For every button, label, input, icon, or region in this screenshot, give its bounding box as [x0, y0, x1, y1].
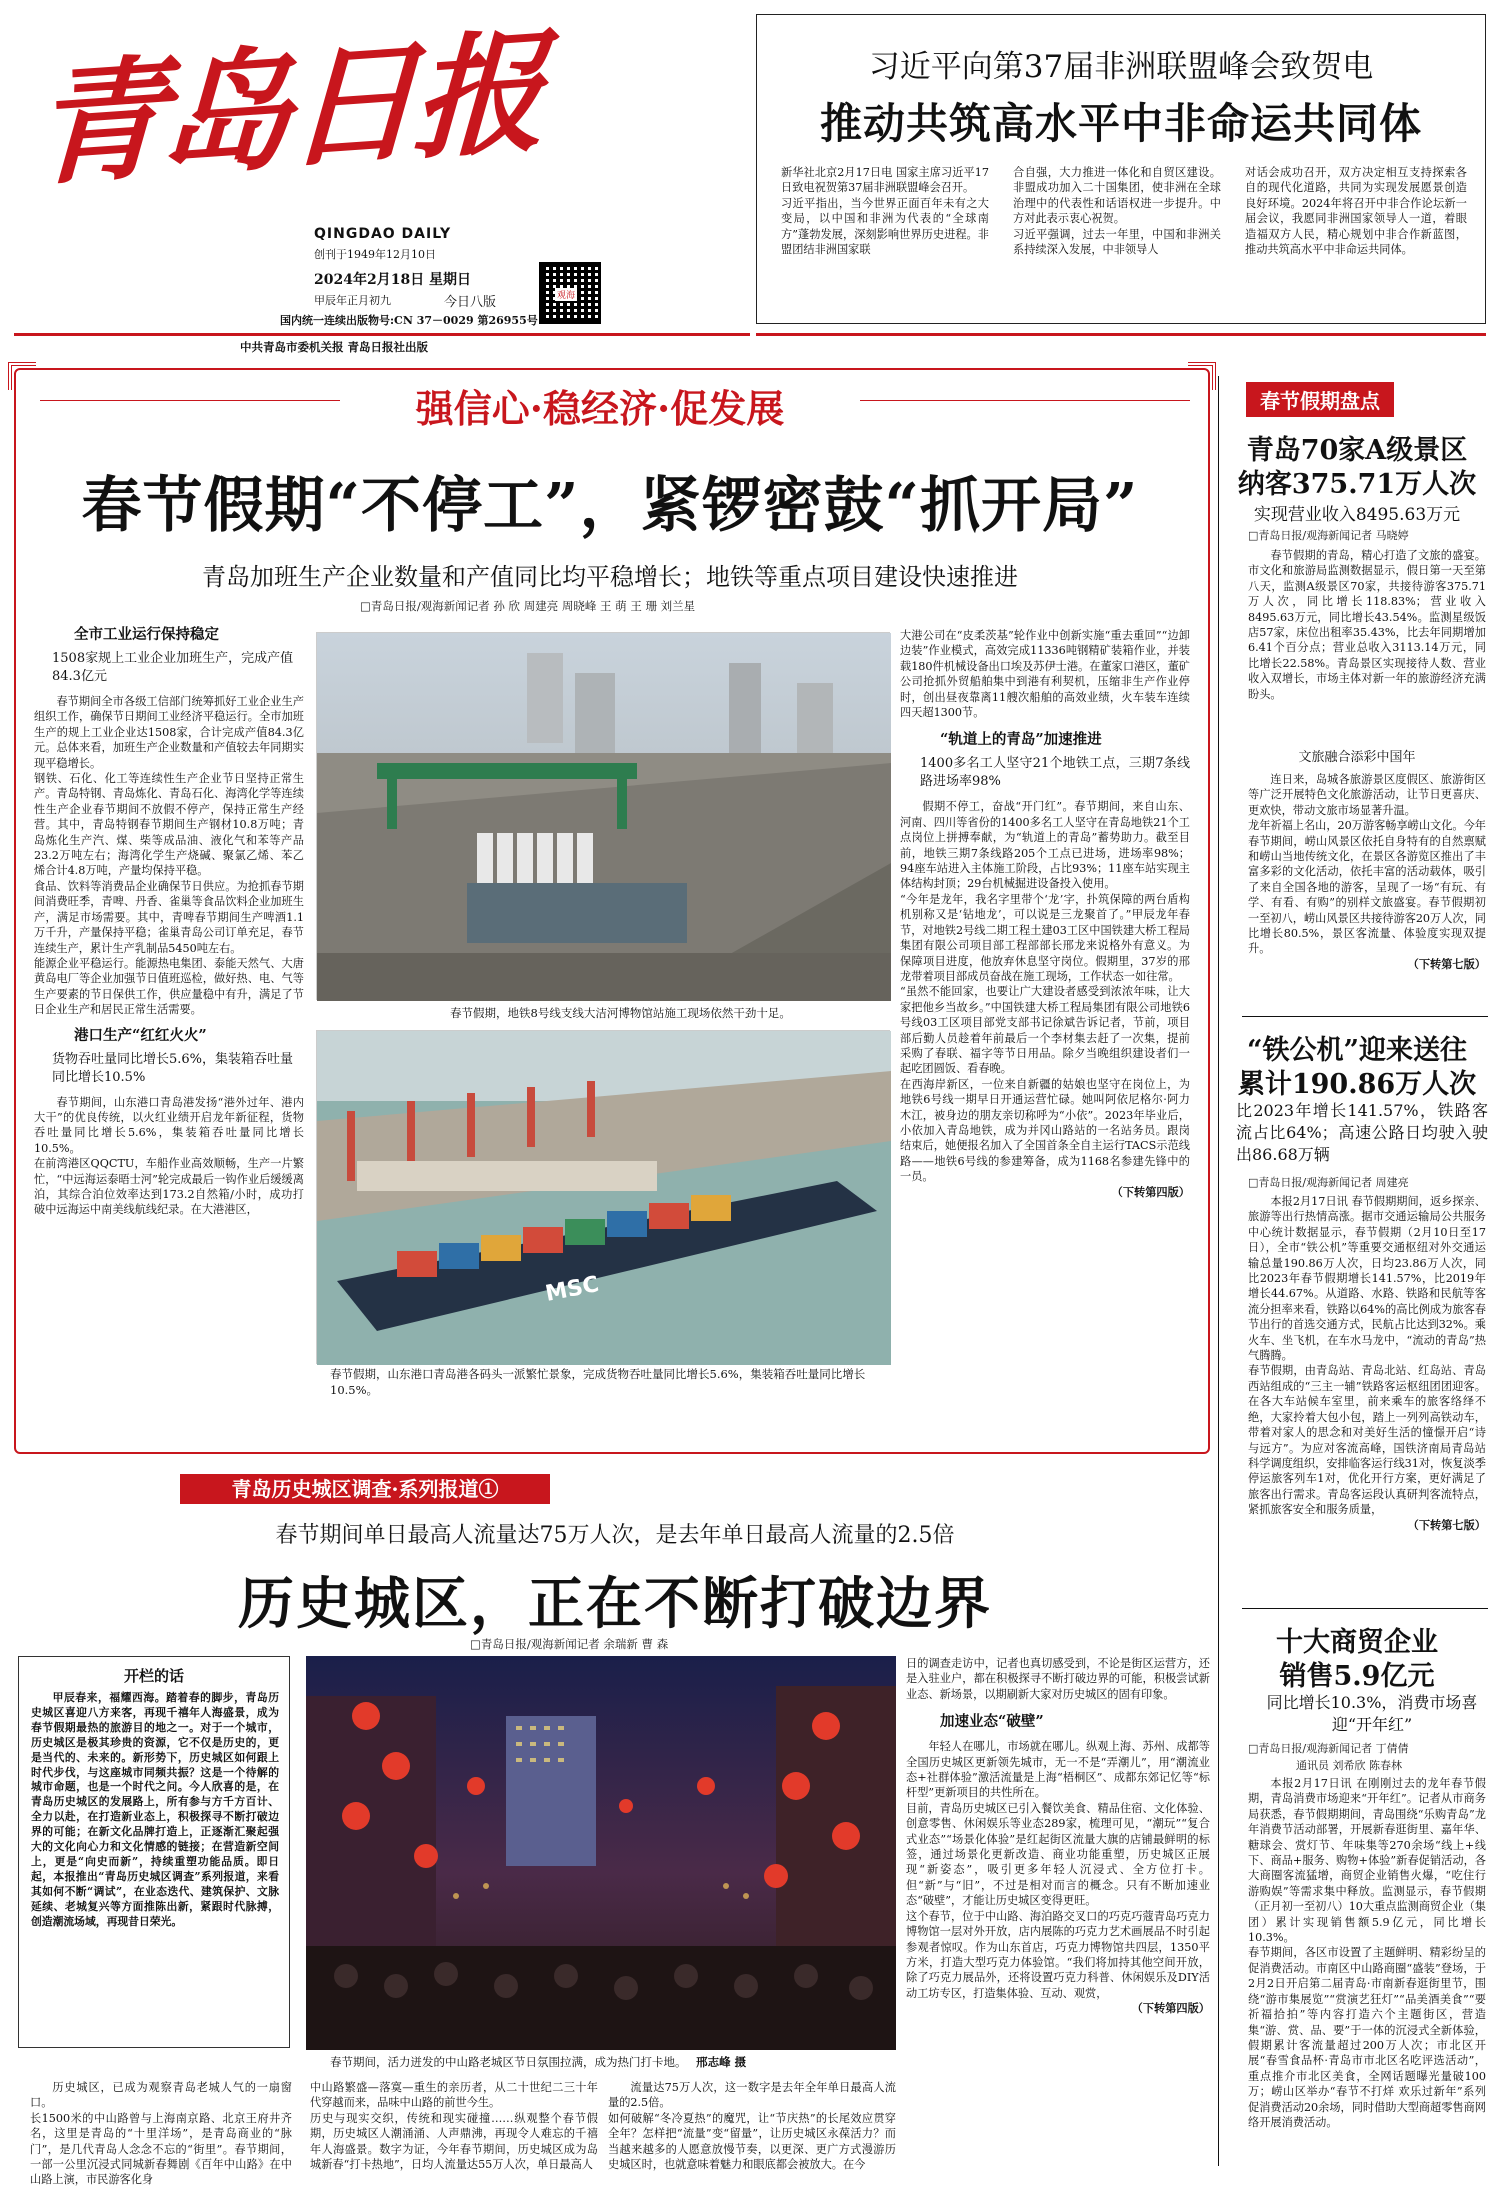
s2-byline: □青岛日报/观海新闻记者 周建亮	[1248, 1176, 1409, 1189]
sec2-sub: 货物吞吐量同比增长5.6%，集装箱吞吐量同比增长10.5%	[52, 1051, 294, 1085]
s1-text: 春节假期的青岛，精心打造了文旅的盛宴。市文化和旅游局监测数据显示，假日第一天至第八天，监测A级景区70家，共接待游客375.71万人次，同比增长118.83%；营业收入8495.63万元，同比增长43.54%。监测星级饭店57家，床位出租率35.43%，比去年同期增加6.41个百分点；营业总收入3113.14万元，同比增长22.58%。青岛景区实现接待人数、营业收入双增长，市场主体对新一年的旅游经济充满盼头。	[1248, 549, 1486, 701]
masthead-logo: 青岛日报	[30, 15, 543, 205]
lead-col-3: 大港公司在“皮柔茨基”轮作业中创新实施“重去重回”“边卸边装”作业模式，高效完成11336吨钢精矿装箱作业，并装载180件机械设备出口埃及苏伊士港。在董家口港区，董矿公司抢抓外贸船舶集中到港有利契机，压缩非生产作业停时，创出昼夜靠离11艘次船舶的高效业绩，火车装车连续四天超1300节。 “轨道上的青岛”加速推进 1400多名工人坚守21个地铁工点，三期7条线路进场率98% 假期不停工，奋战“开门红”。春节期间，来自山东、河南、四川等省份的1400多名工人坚守在青岛地铁21个工点岗位上拼搏奉献，为“轨道上的青岛”蓄势助力。截至目前，地铁三期7条线路205个工点已进场，进场率98%；94座车站进入主体施工阶段，占比93%；11座车站实现主体结构封顶；29台机械掘进设备投入使用。 “今年是龙年，我名字里带个‘龙’字，扑筑保障的两台盾构机别称又是‘钻地龙’，可以说是三龙聚首了。”甲辰龙年春节，对地铁2号线二期工程土建03工区中国铁建大桥工程局集团有限公司项目部工程部部长邢龙来说格外有意义。为保障项目进度，他放弃休息坚守岗位。假期里，37岁的邢龙带着项目部成员奋战在施工现场，工作状态一如往常。 “虽然不能回家，也要让广大建设者感受到浓浓年味，让大家把他乡当故乡。”中国铁建大桥工程局集团有限公司地铁6号线03工区项目部党支部书记徐斌告诉记者，节前，项目部后勤人员趁着年前最后一个李材集去赶了一次集，提前采购了春联、福字等节日用品。除夕当晚组织建设者们一起吃团圆饭、看春晚。 在西海岸新区，一位来自新疆的姑娘也坚守在岗位上，为地铁6号线一期早日开通运营忙碌。她叫阿依尼格尔·阿力木江，被身边的朋友亲切称呼为“小依”。2023年毕业后，小依加入青岛地铁，成为并冈山路站的一名站务员。跟岗结束后，她便报名加入了全国首条全自主运行TACS示范线路——地铁6号线的参建筹备，成为1168名参建先锋中的一员。 （下转第四版）	[900, 629, 1190, 1199]
slogan-3: 促发展	[670, 386, 785, 431]
top-story-col-1: 新华社北京2月17日电 国家主席习近平17日致电祝贺第37届非洲联盟峰会召开。 习近平指出，当今世界正面百年未有之大变局，以中国和非洲为代表的“全球南方”蓬勃发展，深刻影响世界历史进程。非盟团结非洲国家联	[781, 166, 989, 257]
history-col-d: 日的调查走访中，记者也真切感受到，不论是街区运营方，还是入驻业户，都在积极探寻不断打破边界的可能，积极尝试新业态、新场景，以期刷新大家对历史城区的固有印象。 加速业态“破壁” 年轻人在哪儿，市场就在哪儿。纵观上海、苏州、成都等全国历史城区更新领先城市，无一不是“弄潮儿”，用“潮流业态+社群体验”激活流量是上海“梧桐区”、成都东郊记忆等“标杆型”更新项目的共性所在。 目前，青岛历史城区已引入餐饮美食、精品住宿、文化体验、创意零售、休闲娱乐等业态289家，梳理可见，“潮玩”“复合式业态”“场景化体验”是红起街区流量大旗的店铺最鲜明的标签，通过场景化更新改造、商业功能重塑，历史城区正展现“新姿态”，吸引更多年轻人沉浸式、全方位打卡。但“新”与“旧”，不过是相对而言的概念。只有不断加速业态“破壁”，才能让历史城区变得更旺。 这个春节，位于中山路、海泊路交叉口的巧克巧蔻青岛巧克力博物馆一层对外开放，店内展陈的巧克力艺术画展品不时引起参观者惊叹。作为山东首店，巧克力博物馆共四层，1350平方米，打造大型巧克力体验馆。“我们将加持其他空间开放，除了巧克力展品外，还将设置巧克力科普、休闲娱乐及DIY活动工坊专区，打造集体验、互动、观赏， （下转第四版）	[906, 1657, 1210, 2016]
masthead-rule	[14, 333, 750, 336]
ship-text: MSC	[543, 1272, 602, 1307]
masthead-issn: 国内统一连续出版物号:CN 37－0029 第26955号	[280, 314, 538, 327]
opening-box-text: 甲辰春来，福耀西海。踏着春的脚步，青岛历史城区喜迎八方来客，再现千禧年人海盛景，成为春节假期最热的旅游目的地之一。对于一个城市，历史城区是极其珍贵的资源，它不仅是历史的，更是当代的、未来的。新形势下，历史城区如何跟上时代步伐，与这座城市同频共振？这是一个待解的城市命题，也是一个时代之问。今人欣喜的是，在青岛历史城区的发展路上，所有参与方千方百计、全力以赴，在打造新业态上，积极探寻不断打破边界的可能；在新文化品牌打造上，正逐渐汇聚起强大的文化向心力和文化情感的链接；在营造新空间上，更是“向史而新”，持续重塑功能品质。即日起，本报推出“青岛历史城区调查”系列报道，来看其如何不断“调试”，在业态迭代、建筑保护、文脉延续、老城复兴等方面推陈出新，紧跟时代脉搏，创造潮流场域，再现昔日荣光。	[31, 1691, 279, 1928]
masthead-founded: 创刊于1949年12月10日	[314, 248, 436, 261]
s2-headline-2: 累计190.86万人次	[1237, 1069, 1477, 1100]
slogan-2: 稳经济	[542, 386, 657, 431]
s3-headline-2: 销售5.9亿元	[1279, 1661, 1435, 1692]
lead-col-1	[34, 625, 304, 1455]
history-photo-caption: 春节期间，活力迸发的中山路老城区节日氛围拉满，成为热门打卡地。 邢志峰 摄	[330, 2055, 747, 2069]
s1-sub: 实现营业收入8495.63万元	[1253, 505, 1461, 525]
slogan-1: 强信心	[415, 386, 530, 431]
history-kicker: 春节期间单日最高人流量达75万人次，是去年单日最高人流量的2.5倍	[275, 1523, 955, 1548]
s2-headline-1: “铁公机”迎来送往	[1246, 1035, 1468, 1066]
s3-byline-2: 通讯员 刘希欣 陈春林	[1296, 1759, 1402, 1772]
qr-label: 观海	[555, 288, 577, 301]
sec2-title: 港口生产“红红火火”	[74, 1026, 207, 1044]
top-story-kicker: 习近平向第37届非洲联盟峰会致贺电	[868, 49, 1374, 85]
top-story-col-3: 对话会成功召开，双方决定相互支持探索各自的现代化道路，共同为实现发展愿景创造良好环境。2024年将召开中非合作论坛新一届会议，我愿同非洲国家领导人一道，着眼造福双方人民，精心规划中非合作新蓝图，推动共筑高水平中非命运共同体。	[1245, 166, 1467, 257]
lead-byline: □青岛日报/观海新闻记者 孙 欣 周建亮 周晓峰 王 萌 王 珊 刘兰星	[360, 599, 696, 613]
photo-port	[316, 1030, 890, 1364]
sec2-text: 春节期间，山东港口青岛港发扬“港外过年、港内大干”的优良传统，以火红业绩开启龙年新征程，货物吞吐量同比增长5.6%，集装箱吞吐量同比增长10.5%。 在前湾港区QQCTU，车船作业高效顺畅，生产一片繁忙，“中远海运泰晤士河”轮完成最后一钩作业后缓缓离泊，其综合泊位效率达到173.2自然箱/小时，成功打破中远海运中南美线航线纪录。在大港港区，	[34, 1095, 304, 1217]
masthead-publisher: 中共青岛市委机关报 青岛日报社出版	[240, 340, 429, 354]
construction-illustration	[317, 633, 891, 1001]
s1-headline-1: 青岛70家A级景区	[1246, 435, 1468, 466]
s2-text: 本报2月17日讯 春节假期期间，返乡探亲、旅游等出行热情高涨。据市交通运输局公共服务中心统计数据显示，春节假期（2月10日至17日），全市“铁公机”等重要交通枢纽对外交通运输总量190.86万人次，日均23.86万人次，同比2023年春节假期增长141.57%，比2019年增长44.67%。从道路、水路、铁路和民航等客流分担率来看，铁路以64%的高比例成为旅客春节出行的首选交通方式，民航占比达到32%。乘火车、坐飞机，在车水马龙中，“流动的青岛”热气腾腾。 春节假期，由青岛站、青岛北站、红岛站、青岛西站组成的“三主一辅”铁路客运枢纽团团迎客。在各大车站候车室里，前来乘车的旅客络绎不绝，大家拎着大包小包，踏上一列列高铁动车，带着对家人的思念和对美好生活的憧憬开启“诗与远方”。为应对客流高峰，国铁济南局青岛站科学调度组织，安排临客运行线31对，恢复淡季停运旅客列车1对，优化开行方案，更好满足了旅客出行需求。青岛客运段认真研判客流特点，紧抓旅客安全和服务质量， （下转第七版）	[1248, 1195, 1486, 1532]
s3-headline-1: 十大商贸企业	[1276, 1627, 1438, 1658]
s1-byline: □青岛日报/观海新闻记者 马晓婷	[1248, 529, 1409, 542]
photo-metro-construction	[316, 632, 890, 1000]
sidebar	[1226, 376, 1488, 2166]
top-story-col-2: 合自强，大力推进一体化和自贸区建设。非盟成功加入二十国集团，使非洲在全球治理中的代表性和话语权进一步提升。中方对此表示衷心祝贺。 习近平强调，过去一年里，中国和非洲关系持续深入发展，中非领导人	[1013, 166, 1221, 257]
night-street-illustration	[306, 1656, 896, 2050]
sec1-title: 全市工业运行保持稳定	[74, 626, 219, 643]
history-col-a: 历史城区，已成为观察青岛老城人气的一扇窗口。 长1500米的中山路曾与上海南京路、北京王府井齐名，这里是青岛的“十里洋场”，是青岛商业的“脉门”，是几代青岛人念念不忘的“街里”。春节期间，一部一公里沉浸式同城新春舞剧《百年中山路》在中山路上演，市民游客化身	[30, 2081, 292, 2187]
top-story-headline: 推动共筑高水平中非命运共同体	[819, 99, 1422, 148]
sec1-text: 春节期间全市各级工信部门统筹抓好工业企业生产组织工作，确保节日期间工业经济平稳运行。全市加班生产的规上工业企业达1508家，合计完成产值84.3亿元。总体来看，加班生产企业数量和产值较去年同期实现平稳增长。 钢铁、石化、化工等连续性生产企业节日坚持正常生产。青岛特钢、青岛炼化、青岛石化、海湾化学等连续性生产企业春节期间不放假不停产，保持正常生产经营。其中，青岛特钢春节期间生产钢材10.8万吨；青岛炼化生产汽、煤、柴等成品油、液化气和苯等产品23.2万吨左右；海湾化学生产烧碱、聚氯乙烯、苯乙烯合计4.8万吨，产量均保持平稳。 食品、饮料等消费品企业确保节日供应。为抢抓春节期间消费旺季，青啤、丹香、雀巢等食品饮料企业加班生产，满足市场需要。其中，青啤春节期间生产啤酒1.1万千升，产量保持平稳；雀巢青岛公司订单充足，春节连续生产，累计生产乳制品5450吨左右。 能源企业平稳运行。能源热电集团、泰能天然气、大唐黄岛电厂等企业加强节日值班巡检，做好热、电、气等生产要素的节日保供工作，供应量稳中有升，满足了节日企业生产和居民正常生活需要。	[34, 695, 304, 1017]
photo1-caption: 春节假期，地铁8号线支线大洁河博物馆站施工现场依然干劲十足。	[450, 1006, 791, 1020]
sidebar-tag: 春节假期盘点	[1246, 382, 1394, 417]
top-story-rule	[756, 333, 1486, 336]
s3-byline: □青岛日报/观海新闻记者 丁倩倩	[1248, 1742, 1409, 1755]
photo-zhongshan-road	[306, 1656, 896, 2050]
masthead-english: QINGDAO DAILY	[314, 226, 452, 242]
opening-box	[18, 1656, 290, 2048]
s2-sub: 比2023年增长141.57%，铁路客流占比64%；高速公路日均驶入驶出86.68万辆	[1236, 1101, 1488, 1164]
s3-sub: 同比增长10.3%，消费市场喜迎“开年红”	[1266, 1693, 1478, 1734]
photo2-caption: 春节假期，山东港口青岛港各码头一派繁忙景象，完成货物吞吐量同比增长5.6%，集装箱吞吐量同比增长10.5%。	[330, 1367, 866, 1397]
history-headline: 历史城区，正在不断打破边界	[238, 1571, 992, 1637]
port-illustration	[317, 1031, 891, 1365]
masthead-date: 2024年2月18日 星期日	[314, 272, 472, 288]
sec1-sub: 1508家规上工业企业加班生产，完成产值84.3亿元	[52, 651, 294, 684]
frame-corner-tl	[8, 362, 36, 390]
lead-headline: 春节假期“不停工”，紧锣密鼓“抓开局”	[81, 471, 1139, 541]
lead-subhead: 青岛加班生产企业数量和产值同比均平稳增长；地铁等重点项目建设快速推进	[202, 563, 1018, 591]
sec3-sub: 1400多名工人坚守21个地铁工点，三期7条线路进场率98%	[920, 756, 1190, 790]
s1-sec-title: 文旅融合添彩中国年	[1298, 750, 1416, 765]
masthead	[14, 12, 754, 352]
opening-box-title: 开栏的话	[123, 1667, 184, 1685]
masthead-pages: 今日八版	[444, 295, 497, 310]
top-story	[756, 14, 1486, 324]
slogan-rule-left	[40, 400, 340, 401]
sidebar-rule-1	[1242, 1016, 1488, 1017]
s3-text: 本报2月17日讯 在刚刚过去的龙年春节假期，青岛消费市场迎来“开年红”。记者从市商务局获悉，春节假期期间，青岛围绕“乐购青岛”龙年消费节活动部署，开展新春逛街里、嘉年华、糖球会、赏灯节、年味集等270余场“线上+线下、商品+服务、购物+体验”新春促销活动，各大商圈客流猛增，商贸企业销售火爆，“吃住行游购娱”等需求集中释放。监测显示，春节假期（正月初一至初八）10大重点监测商贸企业（集团）累计实现销售额5.9亿元，同比增长10.3%。 春节期间，各区市设置了主题鲜明、精彩纷呈的促消费活动。市南区中山路商圈“盛装”登场，于2月2日开启第二届青岛·市南新春逛街里节，围绕“游市集展览”“赏演艺狂灯”“品美酒美食”“要祈福拾拍”等内容打造六个主题街区，营造集“游、赏、品、要”于一体的沉浸式全新体验，假期累计客流量超过200万人次；市北区开展“春雪食品杯·青岛市市北区名吃评选活动”，重点推介市北区美食，全网话题曝光量破100万；崂山区举办“春节不打烊 欢乐过新年”系列促消费活动20余场，同时借助大型商超零售商网络开展消费活动。	[1248, 1777, 1486, 2129]
lead-continued: （下转第四版）	[1111, 1184, 1190, 1199]
sidebar-rule-2	[1242, 1608, 1488, 1609]
history-sec-title: 加速业态“破壁”	[940, 1713, 1044, 1731]
history-byline: □青岛日报/观海新闻记者 余瑞新 曹 森	[470, 1637, 669, 1651]
lead-slogan: 强信心·稳经济·促发展	[415, 386, 785, 431]
sidebar-divider	[1218, 376, 1219, 2166]
s1-text-2: 连日来，岛城各旅游景区度假区、旅游街区等广泛开展特色文化旅游活动，让节日更喜庆、更欢快，带动文旅市场显著升温。 龙年祈福上名山，20万游客畅享崂山文化。今年春节期间，崂山风景区依托自身特有的自然禀赋和崂山当地传统文化，在景区各游览区推出了丰富多彩的文化活动，依托丰富的活动载体，吸引了来自全国各地的游客，呈现了一场“有玩、有学、有看、有购”的别样文旅盛宴。春节假期初一至初八，崂山风景区共接待游客20万人次，同比增长80.5%，景区客流量、体验度实现双提升。 （下转第七版）	[1248, 773, 1486, 971]
history-col-b: 中山路繁盛—落寞—重生的亲历者，从二十世纪二三十年代穿越而来，品味中山路的前世今生。 历史与现实交织，传统和现实碰撞……纵观整个春节假期，历史城区人潮涌涌、人声鼎沸，再现令人难忘的千禧年人海盛景。数字为证，今年春节期间，历史城区成为岛城新春“打卡热地”，日均人流量达55万人次，单日最高人	[310, 2081, 598, 2172]
masthead-lunar: 甲辰年正月初九	[314, 294, 391, 307]
slogan-rule-right	[860, 400, 1190, 401]
history-tag-box: 青岛历史城区调查·系列报道①	[180, 1474, 550, 1504]
frame-corner-tr	[1188, 362, 1216, 390]
history-col-c: 流量达75万人次，这一数字是去年全年单日最高人流量的2.5倍。 如何破解“冬冷夏热”的魔咒，让“节庆热”的长尾效应贯穿全年？怎样把“流量”变“留量”，让历史城区永葆活力？而当越来越多的人愿意放慢节奏，以更深、更广方式漫游历史城区时，也就意味着魅力和眼底都会被放大。在今	[608, 2081, 896, 2172]
s1-headline-2: 纳客375.71万人次	[1237, 469, 1477, 500]
sec3-title: “轨道上的青岛”加速推进	[940, 731, 1102, 749]
photo-credit: 邢志峰 摄	[696, 2055, 747, 2069]
